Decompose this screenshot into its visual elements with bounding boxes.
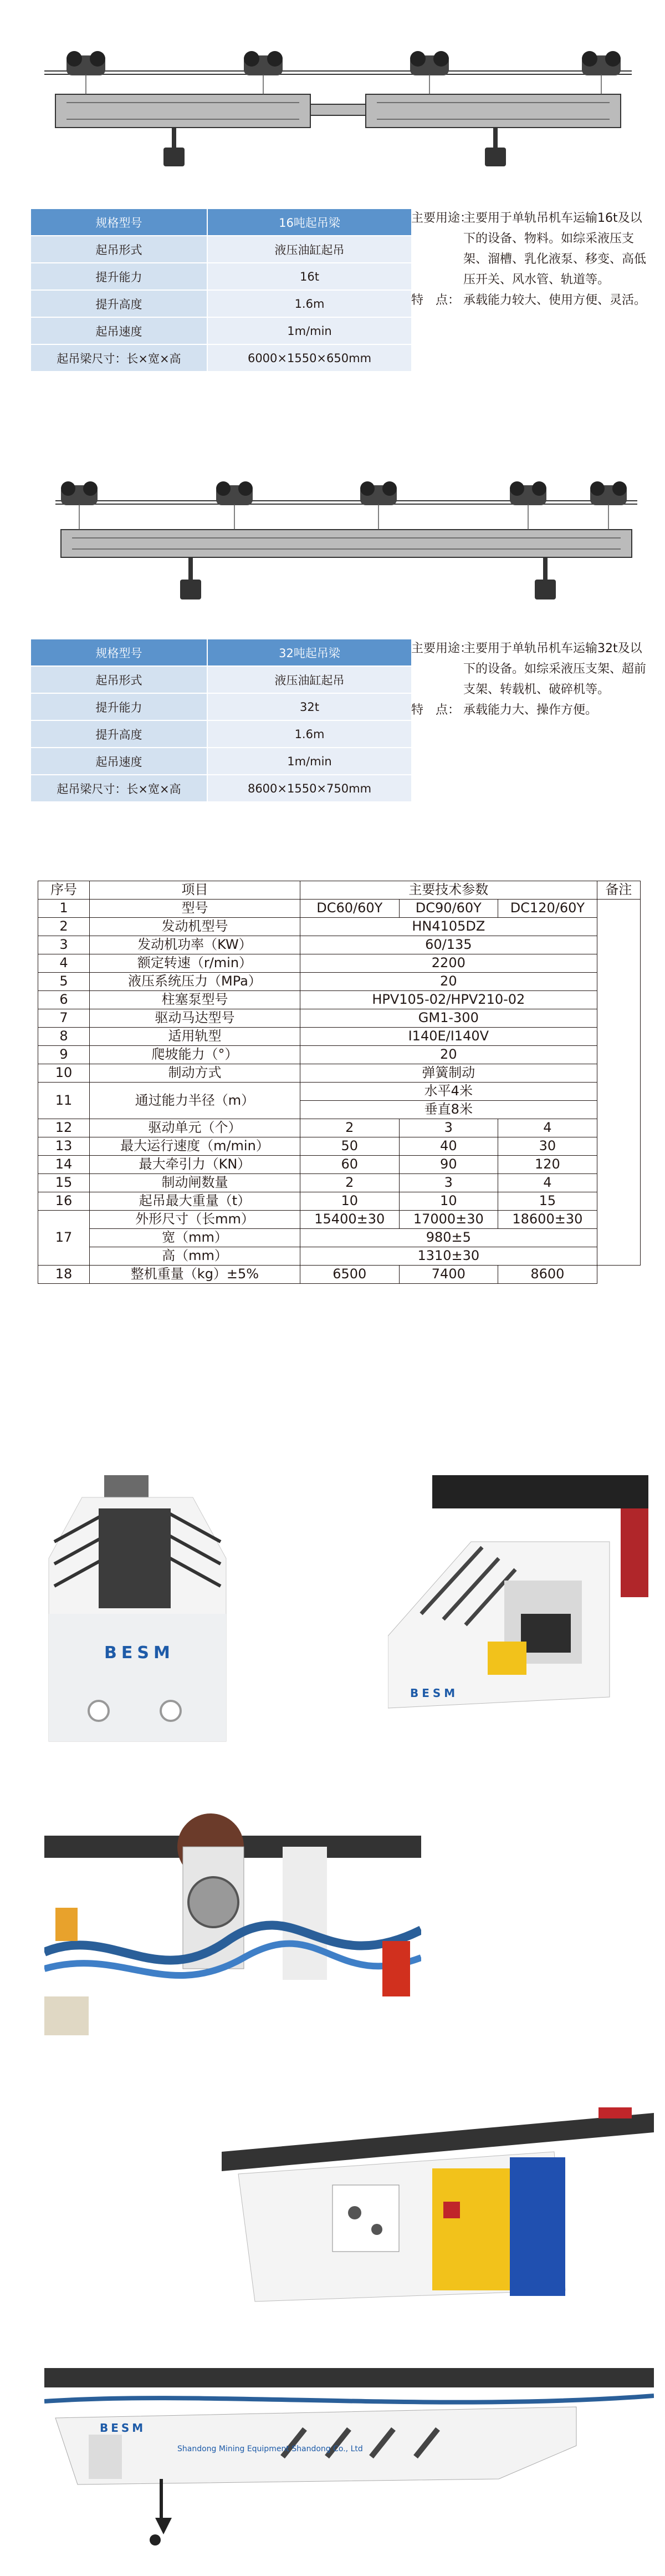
spec-table-32t (30, 638, 412, 802)
cell-value: DC60/60Y (300, 900, 400, 918)
cell-value: 980±5 (300, 1229, 597, 1247)
lifting-beam-16t-drawing (33, 39, 643, 183)
spec-value: 1.6m (207, 720, 412, 748)
cell-value: HPV105-02/HPV210-02 (300, 991, 597, 1009)
cell-value: 3 (399, 1174, 498, 1192)
feature-label: 特 点： (411, 293, 461, 307)
row-name: 驱动马达型号 (89, 1009, 300, 1028)
remark-cell (597, 900, 640, 1266)
cab-front-photo (32, 1475, 237, 1769)
spec-value: 32吨起吊梁 (207, 639, 412, 666)
hoist-beam-photo (44, 2368, 654, 2551)
cell-value: DC120/60Y (498, 900, 597, 918)
row-name: 液压系统压力（MPa） (89, 973, 300, 991)
row-name: 最大运行速度（m/min） (89, 1137, 300, 1156)
header-remark: 备注 (597, 881, 640, 900)
row-index: 7 (38, 1009, 90, 1028)
cell-value: 60 (300, 1156, 400, 1174)
control-box-photo (222, 2102, 654, 2318)
cell-value: 2 (300, 1174, 400, 1192)
usage-label: 主要用途： (411, 211, 473, 225)
row-index: 11 (38, 1083, 90, 1119)
cell-value: 15 (498, 1192, 597, 1211)
cell-value: 2 (300, 1119, 400, 1137)
cell-value: 10 (399, 1192, 498, 1211)
spec-label: 起吊梁尺寸：长×宽×高 (30, 344, 207, 372)
spec-label: 规格型号 (30, 639, 207, 666)
cell-value: 垂直8米 (300, 1101, 597, 1119)
feature-label: 特 点： (411, 703, 461, 717)
cell-value: 50 (300, 1137, 400, 1156)
row-name: 外形尺寸（长mm） (89, 1211, 300, 1229)
row-name: 发动机型号 (89, 918, 300, 936)
row-name: 通过能力半径（m） (89, 1083, 300, 1119)
cell-value: 8600 (498, 1266, 597, 1284)
technical-parameters-table (38, 881, 641, 1284)
row-name: 高（mm） (89, 1247, 300, 1266)
cell-value: 17000±30 (399, 1211, 498, 1229)
row-name: 制动方式 (89, 1064, 300, 1083)
feature-text: 承载能力较大、使用方便、灵活。 (463, 293, 647, 307)
row-name: 宽（mm） (89, 1229, 300, 1247)
row-name: 柱塞泵型号 (89, 991, 300, 1009)
spec-value: 液压油缸起吊 (207, 666, 412, 693)
spec-value: 1m/min (207, 748, 412, 775)
row-name: 额定转速（r/min） (89, 954, 300, 973)
row-index: 15 (38, 1174, 90, 1192)
row-index: 16 (38, 1192, 90, 1211)
spec-label: 起吊速度 (30, 317, 207, 344)
row-index: 3 (38, 936, 90, 954)
cell-value: 6500 (300, 1266, 400, 1284)
cell-value: 7400 (399, 1266, 498, 1284)
row-index: 10 (38, 1064, 90, 1083)
row-name: 起吊最大重量（t） (89, 1192, 300, 1211)
row-index: 5 (38, 973, 90, 991)
spec-value: 6000×1550×650mm (207, 344, 412, 372)
spec-label: 提升能力 (30, 263, 207, 290)
cell-value: 4 (498, 1119, 597, 1137)
row-index: 6 (38, 991, 90, 1009)
row-name: 制动闸数量 (89, 1174, 300, 1192)
spec-value: 1m/min (207, 317, 412, 344)
usage-text: 主要用于单轨吊机车运输16t及以下的设备、物料。如综采液压支架、溜槽、乳化液泵、移变、高低压开关、风水管、轨道等。 (463, 211, 647, 287)
cell-value: GM1-300 (300, 1009, 597, 1028)
header-params: 主要技术参数 (300, 881, 597, 900)
row-name: 爬坡能力（°） (89, 1046, 300, 1064)
drive-unit-photo (44, 1813, 421, 2035)
row-index: 4 (38, 954, 90, 973)
cell-value: HN4105DZ (300, 918, 597, 936)
row-index: 13 (38, 1137, 90, 1156)
cell-value: 120 (498, 1156, 597, 1174)
row-index: 18 (38, 1266, 90, 1284)
lifting-beam-32t-drawing (50, 469, 643, 616)
spec-value: 16吨起吊梁 (207, 209, 412, 236)
cell-value: I140E/I140V (300, 1028, 597, 1046)
row-index: 2 (38, 918, 90, 936)
row-index: 14 (38, 1156, 90, 1174)
cell-value: 20 (300, 973, 597, 991)
row-name: 适用轨型 (89, 1028, 300, 1046)
row-name: 最大牵引力（KN） (89, 1156, 300, 1174)
spec-value: 1.6m (207, 290, 412, 317)
spec-label: 起吊形式 (30, 236, 207, 263)
feature-text: 承载能力大、操作方便。 (463, 703, 598, 717)
row-index: 9 (38, 1046, 90, 1064)
cell-value: 40 (399, 1137, 498, 1156)
cell-value: 10 (300, 1192, 400, 1211)
cell-value: DC90/60Y (399, 900, 498, 918)
spec-label: 提升高度 (30, 720, 207, 748)
row-name: 整机重量（kg）±5% (89, 1266, 300, 1284)
usage-text: 主要用于单轨吊机车运输32t及以下的设备。如综采液压支架、超前支架、转载机、破碎机等。 (463, 642, 647, 697)
row-name: 发动机功率（KW） (89, 936, 300, 954)
header-index: 序号 (38, 881, 90, 900)
cell-value: 1310±30 (300, 1247, 597, 1266)
row-index: 17 (38, 1211, 90, 1266)
spec-label: 起吊形式 (30, 666, 207, 693)
spec-table-16t (30, 208, 412, 372)
header-item: 项目 (89, 881, 300, 900)
usage-block-32t (411, 638, 649, 720)
brand-logo-text: BESM (100, 2421, 146, 2435)
cell-value: 4 (498, 1174, 597, 1192)
cab-interior-photo (388, 1475, 648, 1725)
cell-value: 3 (399, 1119, 498, 1137)
brand-logo-text: BESM (104, 1643, 175, 1663)
cell-value: 30 (498, 1137, 597, 1156)
cell-value: 弹簧制动 (300, 1064, 597, 1083)
row-index: 8 (38, 1028, 90, 1046)
usage-block-16t (411, 208, 649, 311)
spec-label: 提升能力 (30, 693, 207, 720)
row-index: 1 (38, 900, 90, 918)
spec-value: 16t (207, 263, 412, 290)
cell-value: 20 (300, 1046, 597, 1064)
cell-value: 18600±30 (498, 1211, 597, 1229)
row-index: 12 (38, 1119, 90, 1137)
usage-label: 主要用途： (411, 642, 473, 656)
spec-label: 起吊速度 (30, 748, 207, 775)
spec-value: 液压油缸起吊 (207, 236, 412, 263)
spec-label: 起吊梁尺寸：长×宽×高 (30, 775, 207, 802)
row-name: 型号 (89, 900, 300, 918)
brand-logo-text: BESM (410, 1686, 459, 1700)
spec-label: 提升高度 (30, 290, 207, 317)
cell-value: 水平4米 (300, 1083, 597, 1101)
spec-value: 8600×1550×750mm (207, 775, 412, 802)
spec-value: 32t (207, 693, 412, 720)
cell-value: 60/135 (300, 936, 597, 954)
row-name: 驱动单元（个） (89, 1119, 300, 1137)
spec-label: 规格型号 (30, 209, 207, 236)
cell-value: 90 (399, 1156, 498, 1174)
cell-value: 15400±30 (300, 1211, 400, 1229)
cell-value: 2200 (300, 954, 597, 973)
company-name-text: Shandong Mining Equipment Shandong Co., Ltd (177, 2445, 363, 2453)
